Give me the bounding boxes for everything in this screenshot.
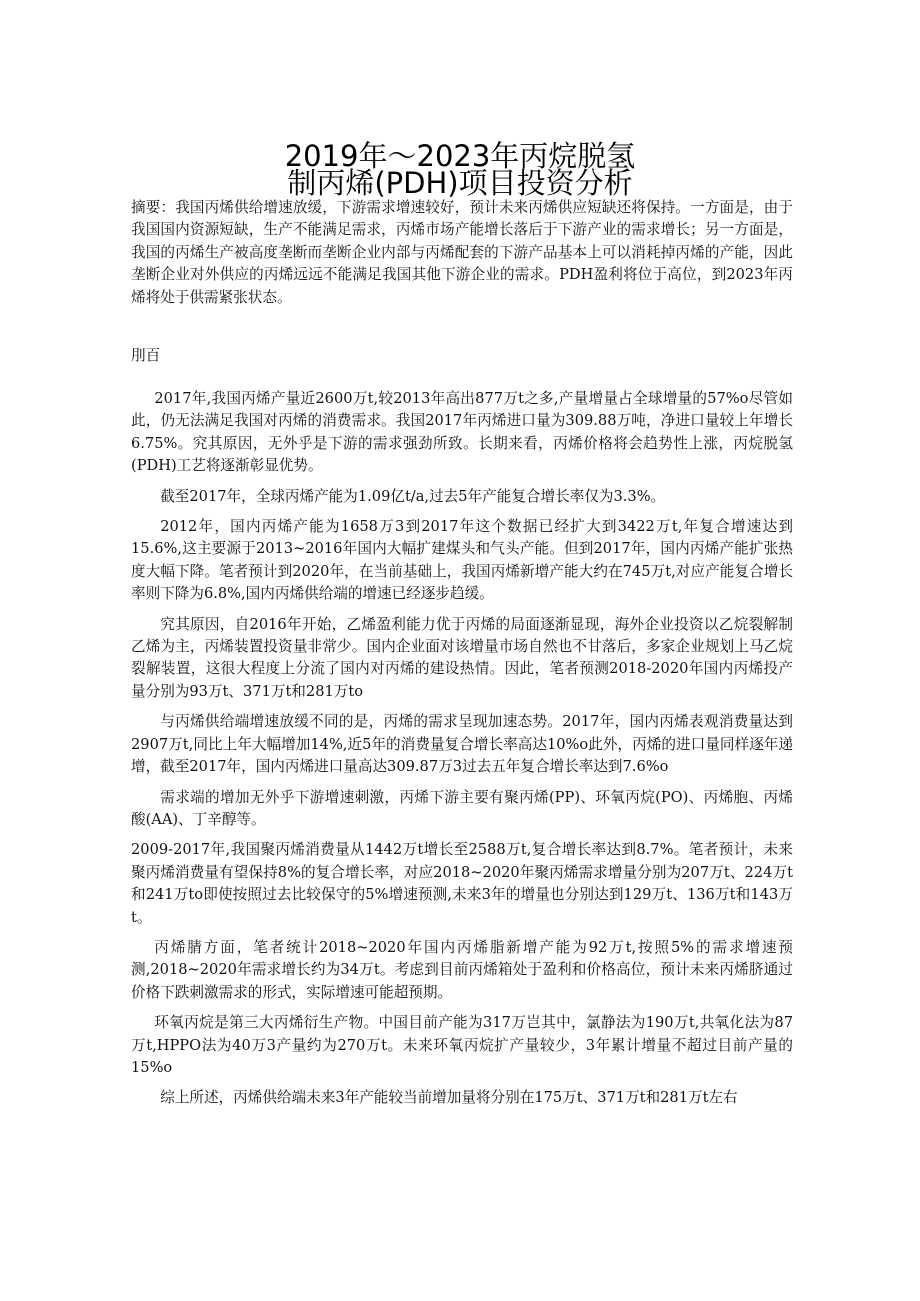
abstract: 摘要：我国丙烯供给增速放缓，下游需求增速较好，预计未来丙烯供应短缺还将保持。一方面是，由于我国国内资源短缺，生产不能满足需求，丙烯市场产能增长落后于下游产业的需求增长；另一方面是，我国的丙烯生产被高度垄断而垄断企业内部与丙烯配套的下游产品基本上可以消耗掉丙烯的产能，因此垄断企业对外供应的丙烯远远不能满足我国其他下游企业的需求。PDH盈利将位于高位，到2023年丙烯将处于供需紧张状态。 bbox=[131, 199, 793, 306]
paragraph: 需求端的增加无外乎下游增速刺激，丙烯下游主要有聚丙烯(PP)、环氧丙烷(PO)、丙烯胞、丙烯酸(AA)、丁辛醇等。 bbox=[131, 788, 793, 828]
paragraph: 究其原因，自2016年开始，乙烯盈利能力优于丙烯的局面逐渐显现，海外企业投资以乙烷裂解制乙烯为主，丙烯装置投资量非常少。国内企业面对该增量市场自然也不甘落后，多家企业规划上马乙烷裂解装置，这很大程度上分流了国内对丙烯的建设热情。因此，笔者预测2018-2020年国内丙烯投产量分别为93万t、371万t和281万to bbox=[131, 615, 793, 700]
paragraph: 2012年，国内丙烯产能为1658万3到2017年这个数据已经扩大到3422万t,年复合增速达到15.6%,这主要源于2013~2016年国内大幅扩建煤头和气头产能。但到2017年，国内丙烯产能扩张热度大幅下降。笔者预计到2020年，在当前基础上，我国丙烯新增产能大约在745万t,对应产能复合增长率则下降为6.8%,国内丙烯供给端的增速已经逐步趋缓。 bbox=[131, 518, 793, 603]
paragraph: 环氧丙烷是第三大丙烯衍生产物。中国目前产能为317万岂其中，氯静法为190万t,共氧化法为87万t,HPPO法为40万3产量约为270万t。未来环氧丙烷扩产量较少，3年累计增量不超过目前产量的15%o bbox=[131, 1014, 793, 1076]
paragraph: 丙烯腈方面，笔者统计2018~2020年国内丙烯脂新增产能为92万t,按照5%的需求增速预测,2018~2020年需求增长约为34万t。考虑到目前丙烯箱处于盈利和价格高位，预计未来丙烯脐通过价格下跌刺激需求的形式，实际增速可能超预期。 bbox=[131, 938, 793, 1001]
paragraph: 截至2017年，全球丙烯产能为1.09亿t/a,过去5年产能复合增长率仅为3.3%。 bbox=[160, 487, 666, 505]
body-text bbox=[131, 388, 793, 1118]
paragraph: 2009-2017年,我国聚丙烯消费量从1442万t增长至2588万t,复合增长率达到8.7%。笔者预计，未来聚丙烯消费量有望保持8%的复合增长率，对应2018~2020年聚丙烯需求增量分别为207万t、224万t和241万to即使按照过去比较保守的5%增速预测,未来3年的增量也分别达到129万t、136万t和143万t。 bbox=[131, 841, 793, 926]
foreword-heading: 刖百 bbox=[131, 347, 161, 364]
paragraph: 与丙烯供给端增速放缓不同的是，丙烯的需求呈现加速态势。2017年，国内丙烯表观消费量达到2907万t,同比上年大幅增加14%,近5年的消费量复合增长率高达10%o此外，丙烯的进口量同样逐年递增，截至2017年，国内丙烯进口量高达309.87万3过去五年复合增长率达到7.6%o bbox=[131, 713, 793, 776]
title-line-1: 2019年～2023年丙烷脱氢 bbox=[284, 139, 636, 173]
title-line-2: 制丙烯(PDH)项目投资分析 bbox=[287, 166, 633, 200]
paragraph: 2017年,我国丙烯产量近2600万t,较2013年高出877万t之多,产量增量占全球增量的57%o尽管如此，仍无法满足我国对丙烯的消费需求。我国2017年丙烯进口量为309.88万吨，净进口量较上年增长6.75%。究其原因，无外乎是下游的需求强劲所致。长期来看，丙烯价格将会趋势性上涨，丙烷脱氢(PDH)工艺将逐渐彰显优势。 bbox=[131, 390, 793, 475]
paragraph: 综上所述，丙烯供给端未来3年产能较当前增加量将分别在175万t、371万t和281万t左右 bbox=[160, 1089, 738, 1107]
